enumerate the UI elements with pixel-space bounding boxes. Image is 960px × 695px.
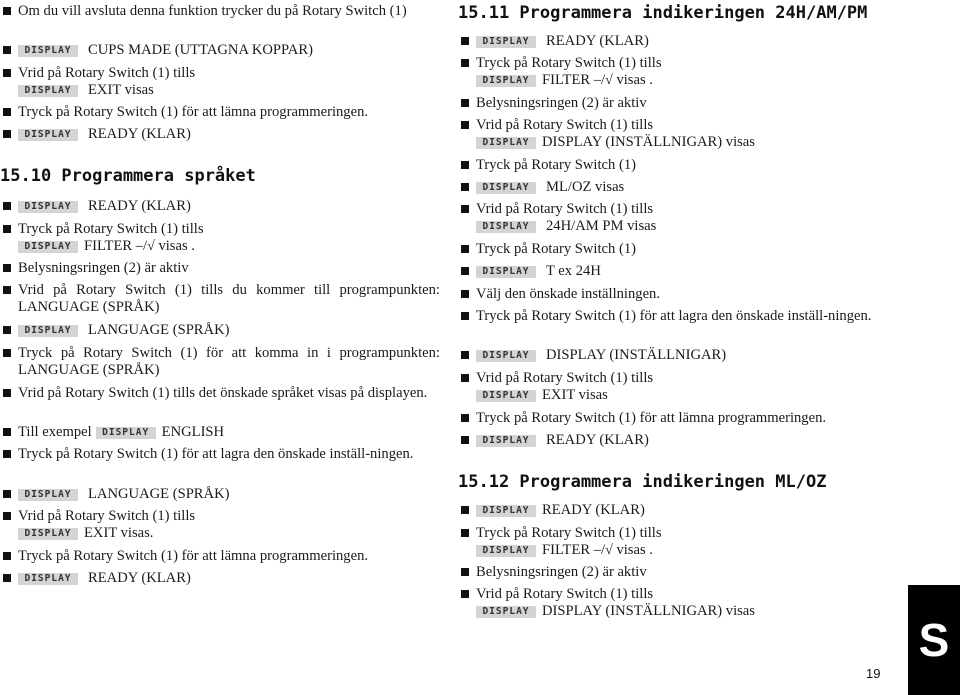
bullet-square [3, 490, 11, 498]
bullet-square [461, 414, 469, 422]
bullet-square [3, 349, 11, 357]
item-text: Vrid på Rotary Switch (1) tills du kommer till programpunkten: LANGUAGE (SPRÅK) [18, 282, 440, 315]
display-chip: DISPLAY [18, 201, 78, 213]
bullet-square [3, 46, 11, 54]
item-text: EXIT visas [88, 82, 154, 98]
list-item [458, 525, 888, 559]
item-text: T ex 24H [546, 263, 601, 279]
display-chip: DISPLAY [18, 489, 78, 501]
bullet-square [3, 286, 11, 294]
bullet-square [3, 428, 11, 436]
item-text: CUPS MADE (UTTAGNA KOPPAR) [88, 42, 313, 58]
display-chip: DISPLAY [476, 606, 536, 618]
list-item [458, 502, 888, 519]
list-item [0, 385, 440, 402]
bullet-square [461, 506, 469, 514]
item-text: LANGUAGE (SPRÅK) [88, 486, 230, 502]
bullet-square [461, 312, 469, 320]
bullet-square [461, 436, 469, 444]
list-item [0, 345, 440, 379]
display-chip: DISPLAY [18, 129, 78, 141]
display-chip: DISPLAY [476, 36, 536, 48]
bullet-square [461, 59, 469, 67]
checkmark-icon: √ [605, 73, 613, 88]
section-tab-letter: S [918, 614, 950, 666]
bullet-square [3, 264, 11, 272]
list-item [458, 241, 888, 258]
list-item [458, 179, 888, 196]
bullet-square [3, 108, 11, 116]
item-text: Belysningsringen (2) är aktiv [476, 564, 647, 580]
bullet-square [3, 574, 11, 582]
checkmark-icon: √ [605, 543, 613, 558]
display-chip: DISPLAY [476, 266, 536, 278]
bullet-square [461, 351, 469, 359]
bullet-square [3, 130, 11, 138]
item-text: FILTER –/ [542, 542, 606, 558]
item-text: Tryck på Rotary Switch (1) tills [476, 55, 662, 71]
item-text: EXIT visas [542, 387, 608, 403]
display-chip: DISPLAY [18, 85, 78, 97]
list-item [0, 3, 440, 20]
item-text: Vrid på Rotary Switch (1) tills [476, 201, 654, 217]
list-item [458, 33, 888, 50]
display-chip: DISPLAY [476, 350, 536, 362]
bullet-square [461, 121, 469, 129]
item-text: Vrid på Rotary Switch (1) tills [476, 370, 654, 386]
page-number: 19 [866, 666, 881, 681]
list-item [0, 322, 440, 339]
list-item [0, 104, 440, 121]
section-heading: 15.11 Programmera indikeringen 24H/AM/PM [458, 3, 868, 23]
list-item [0, 446, 440, 463]
bullet-square [3, 326, 11, 334]
item-text: Tryck på Rotary Switch (1) för att lämna programmeringen. [18, 104, 369, 120]
list-item [0, 260, 440, 277]
item-text: Belysningsringen (2) är aktiv [476, 95, 647, 111]
display-chip: DISPLAY [476, 435, 536, 447]
display-chip: DISPLAY [476, 137, 536, 149]
list-item [0, 548, 440, 565]
item-text: Vrid på Rotary Switch (1) tills [476, 117, 654, 133]
bullet-square [3, 389, 11, 397]
item-text: ENGLISH [161, 424, 225, 440]
list-item [458, 201, 888, 235]
item-text: READY (KLAR) [88, 126, 191, 142]
list-item [0, 486, 440, 503]
item-text: Tryck på Rotary Switch (1) för att lagra den önskade inställ-ningen. [18, 446, 414, 462]
list-item [0, 424, 440, 441]
item-text: Tryck på Rotary Switch (1) för att lämna programmeringen. [18, 548, 369, 564]
item-text: FILTER –/ [84, 238, 148, 254]
bullet-square [461, 267, 469, 275]
list-item [458, 432, 888, 449]
display-chip: DISPLAY [18, 45, 78, 57]
item-text: EXIT visas. [84, 525, 154, 541]
bullet-square [3, 69, 11, 77]
display-chip: DISPLAY [18, 241, 78, 253]
display-chip: DISPLAY [18, 528, 78, 540]
bullet-square [461, 590, 469, 598]
display-chip: DISPLAY [18, 325, 78, 337]
item-text: Tryck på Rotary Switch (1) [476, 241, 636, 257]
item-text: Tryck på Rotary Switch (1) för att lagra den önskade inställ-ningen. [476, 308, 872, 324]
item-text: DISPLAY (INSTÄLLNIGAR) visas [542, 603, 755, 619]
list-item [458, 410, 888, 427]
section-heading: 15.10 Programmera språket [0, 166, 256, 186]
item-text: Vrid på Rotary Switch (1) tills [18, 508, 196, 524]
item-text: visas . [612, 542, 653, 558]
item-text: READY (KLAR) [546, 432, 649, 448]
bullet-square [461, 374, 469, 382]
item-text: Tryck på Rotary Switch (1) tills [18, 221, 204, 237]
bullet-square [461, 568, 469, 576]
list-item [458, 263, 888, 280]
item-text: Om du vill avsluta denna funktion trycker du på Rotary Switch (1) [18, 3, 407, 19]
list-item [0, 570, 440, 587]
item-text: DISPLAY (INSTÄLLNIGAR) visas [542, 134, 755, 150]
list-item [458, 95, 888, 112]
display-chip: DISPLAY [476, 182, 536, 194]
list-item [458, 564, 888, 581]
list-item [0, 508, 440, 542]
section-heading: 15.12 Programmera indikeringen ML/OZ [458, 472, 827, 492]
bullet-square [461, 99, 469, 107]
item-text: DISPLAY (INSTÄLLNIGAR) [546, 347, 727, 363]
list-item [458, 308, 888, 325]
bullet-square [461, 529, 469, 537]
bullet-square [3, 225, 11, 233]
bullet-square [461, 161, 469, 169]
display-chip: DISPLAY [476, 505, 536, 517]
item-text: Vrid på Rotary Switch (1) tills det önskade språket visas på displayen. [18, 385, 428, 401]
bullet-square [461, 245, 469, 253]
display-chip: DISPLAY [476, 221, 536, 233]
list-item [0, 282, 440, 316]
item-text: ML/OZ visas [546, 179, 625, 195]
list-item [0, 221, 440, 255]
list-item [458, 347, 888, 364]
bullet-square [461, 290, 469, 298]
bullet-square [461, 37, 469, 45]
item-text: Välj den önskade inställningen. [476, 286, 661, 302]
item-text: Tryck på Rotary Switch (1) för att komma in i programpunkten: LANGUAGE (SPRÅK) [18, 345, 440, 378]
bullet-square [461, 183, 469, 191]
bullet-square [3, 7, 11, 15]
item-text: Tryck på Rotary Switch (1) för att lämna programmeringen. [476, 410, 827, 426]
bullet-square [3, 450, 11, 458]
bullet-square [3, 202, 11, 210]
list-item [458, 157, 888, 174]
section-tab [908, 585, 960, 695]
display-chip: DISPLAY [476, 545, 536, 557]
item-text: Tryck på Rotary Switch (1) tills [476, 525, 662, 541]
display-chip: DISPLAY [96, 427, 156, 439]
list-item [0, 198, 440, 215]
list-item [458, 586, 888, 620]
bullet-square [461, 205, 469, 213]
display-chip: DISPLAY [18, 573, 78, 585]
list-item [458, 55, 888, 89]
checkmark-icon: √ [147, 239, 155, 254]
list-item [0, 65, 440, 99]
item-text: READY (KLAR) [546, 33, 649, 49]
list-item [458, 370, 888, 404]
list-item [0, 42, 440, 59]
item-text: 24H/AM PM visas [546, 218, 657, 234]
item-text: READY (KLAR) [542, 502, 645, 518]
list-item [458, 286, 888, 303]
bullet-square [3, 552, 11, 560]
item-text: READY (KLAR) [88, 570, 191, 586]
item-text: READY (KLAR) [88, 198, 191, 214]
item-text: FILTER –/ [542, 72, 606, 88]
item-text: Vrid på Rotary Switch (1) tills [476, 586, 654, 602]
item-text: Till exempel [18, 424, 92, 440]
item-text: LANGUAGE (SPRÅK) [88, 322, 230, 338]
display-chip: DISPLAY [476, 390, 536, 402]
item-text: Vrid på Rotary Switch (1) tills [18, 65, 196, 81]
item-text: Belysningsringen (2) är aktiv [18, 260, 189, 276]
item-text: Tryck på Rotary Switch (1) [476, 157, 636, 173]
item-text: visas . [612, 72, 653, 88]
item-text: visas . [154, 238, 195, 254]
list-item [458, 117, 888, 151]
bullet-square [3, 512, 11, 520]
display-chip: DISPLAY [476, 75, 536, 87]
list-item [0, 126, 440, 143]
